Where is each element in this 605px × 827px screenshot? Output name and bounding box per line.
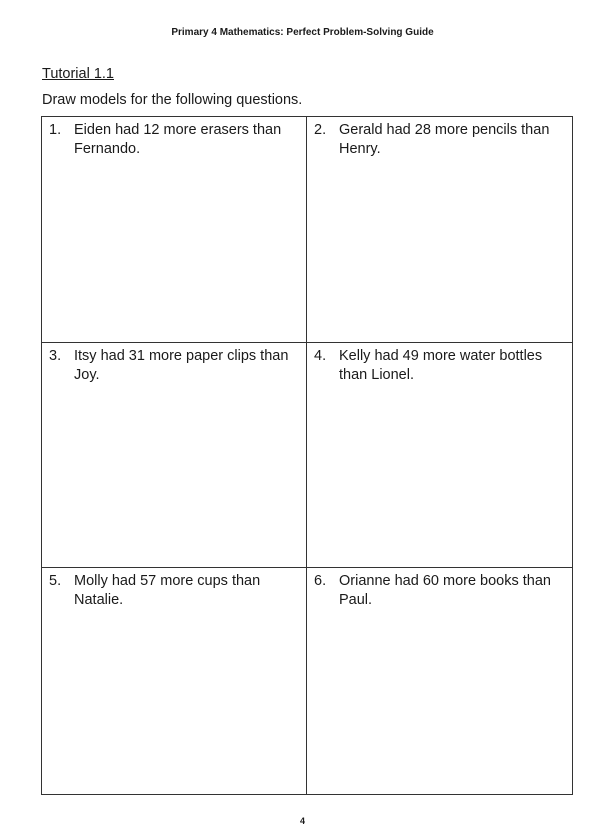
question-cell [42,117,307,343]
question-text: Eiden had 12 more erasers than Fernando. [74,122,282,157]
question-text: Itsy had 31 more paper clips than Joy. [74,347,289,383]
question-text: Gerald had 28 more pencils than Henry. [339,122,550,157]
question-number: 5. [49,573,62,590]
question-number: 4. [314,347,327,364]
question-number: 3. [49,347,62,364]
page-header: Primary 4 Mathematics: Perfect Problem-Solving Guide [171,27,434,38]
question-number: 6. [314,573,327,590]
question-number: 2. [314,122,327,138]
question-grid [41,116,573,795]
page-number: 4 [299,816,305,826]
question-number: 1. [49,122,62,138]
question-cell [42,568,307,794]
tutorial-title: Tutorial 1.1 [42,66,114,82]
question-cell [307,117,572,343]
instruction: Draw models for the following questions. [42,92,303,108]
question-text: Orianne had 60 more books than Paul. [339,573,551,609]
question-text: Kelly had 49 more water bottles than Lionel. [339,347,543,383]
question-text: Molly had 57 more cups than Natalie. [74,573,261,609]
question-cell [307,343,572,569]
question-cell [42,343,307,569]
question-cell [307,568,572,794]
